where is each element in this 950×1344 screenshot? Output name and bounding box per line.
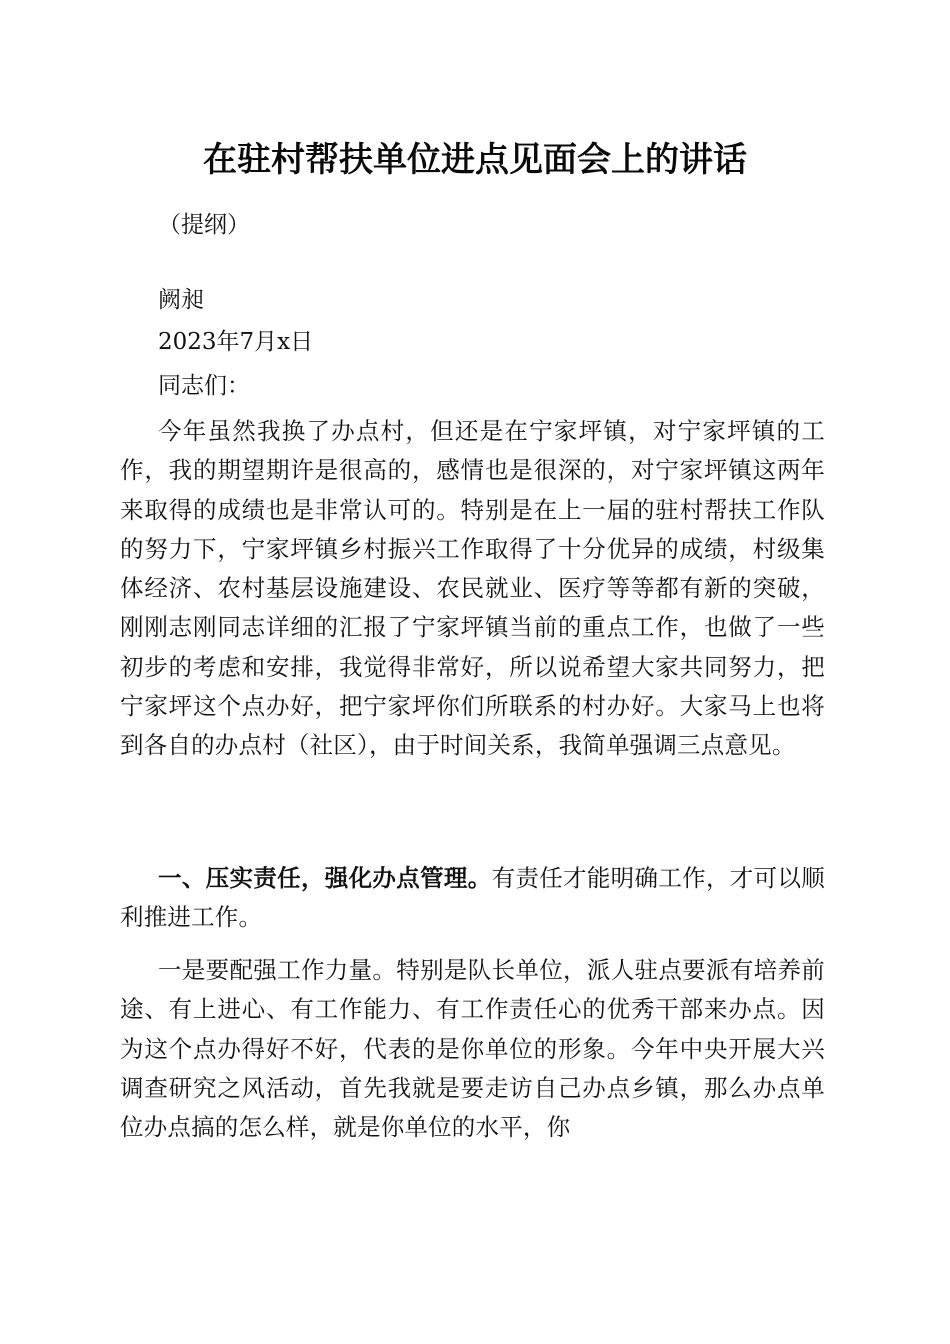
paragraph-section-one — [120, 859, 825, 938]
document-salutation: 同志们： — [158, 373, 250, 399]
paragraph-point-one — [120, 951, 825, 1147]
document-subtitle: （提纲） — [158, 212, 250, 238]
document-author: 阙昶 — [158, 287, 204, 313]
document-title: 在驻村帮扶单位进点见面会上的讲话 — [203, 140, 747, 180]
section-one-heading: 一、压实责任，强化办点管理。 — [158, 864, 492, 892]
point-one-text: 特别是队长单位，派人驻点要派有培养前途、有上进心、有工作能力、有工作责任心的优秀干部来办点。因为这个点办得好不好，代表的是你单位的形象。今年中央开展大兴调查研究之风活动，首先我就是要走访自己办点乡镇，那么办点单位办点搞的怎么样，就是你单位的水平，你 — [120, 956, 825, 1142]
document-date: 2023年7月x日 — [158, 329, 314, 355]
section-one-text: 有责任才能明确工作，才可以顺利推进工作。 — [120, 864, 825, 932]
paragraph-intro: 今年虽然我换了办点村，但还是在宁家坪镇，对宁家坪镇的工作，我的期望期许是很高的，感情也是很深的，对宁家坪镇这两年来取得的成绩也是非常认可的。特别是在上一届的驻村帮扶工作队的努力下，宁家坪镇乡村振兴工作取得了十分优异的成绩，村级集体经济、农村基层设施建设、农民就业、医疗等等都有新的突破，刚刚志刚同志详细的汇报了宁家坪镇当前的重点工作，也做了一些初步的考虑和安排，我觉得非常好，所以说希望大家共同努力，把宁家坪这个点办好，把宁家坪你们所联系的村办好。大家马上也将到各自的办点村（社区），由于时间关系，我简单强调三点意见。 — [120, 417, 825, 760]
point-one-heading: 一是要配强工作力量。 — [158, 956, 397, 984]
